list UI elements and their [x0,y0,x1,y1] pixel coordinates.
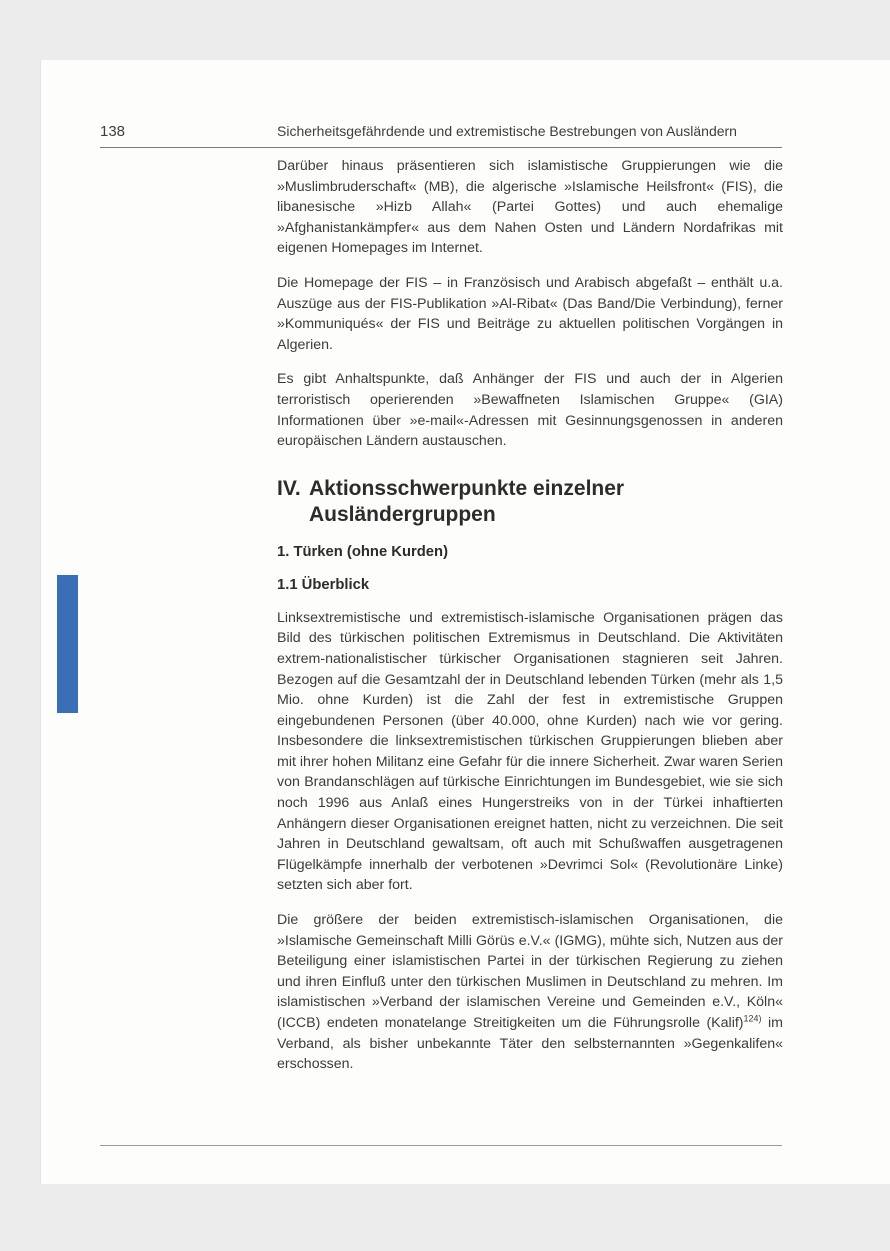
header-rule [100,147,782,148]
paragraph-text: im Verband, als bisher unbekannte Täter den selbsternannten »Gegenkalifen« erschossen. [277,1015,783,1073]
paragraph: Linksextremistische und extremistisch-islamische Organisationen prägen das Bild des türkischen politischen Extremismus in Deutschland. Die Aktivitäten extrem-nationalistischer türkischer Organisationen stagnieren seit Jahren. Bezogen auf die Gesamtzahl der in Deutschland lebenden Türken (mehr als 1,5 Mio. ohne Kurden) ist die Zahl der fest in extremistische Gruppen eingebundenen Personen (über 40.000, ohne Kurden) nach wie vor gering. Insbesondere die linksextremistischen türkischen Gruppierungen blieben aber mit ihrer hohen Militanz eine Gefahr für die innere Sicherheit. Zwar waren Serien von Brandanschlägen auf türkische Einrichtungen im Bundesgebiet, wie sie sich noch 1996 aus Anlaß eines Hungerstreiks von in der Türkei inhaftierten Anhängern dieser Organisationen ereignet hatten, nicht zu verzeichnen. Die seit Jahren in Deutschland gewaltsam, oft auch mit Schußwaffen ausgetragenen Flügelkämpfe innerhalb der verbotenen »Devrimci Sol« (Revolutionäre Linke) setzten sich aber fort. [277,609,783,894]
paragraph-text: Die größere der beiden extremistisch-islamischen Organisationen, die »Islamische Gemeinschaft Milli Görüs e.V.« (IGMG), mühte sich, Nutzen aus der Beteiligung einer islamistischen Partei in der türkischen Regierung zu ziehen und ihren Einfluß unter den türkischen Muslimen in Deutschland zu mehren. Im islamistischen »Verband der islamischen Vereine und Gemeinden e.V., Köln« (ICCB) endeten monatelange Streitigkeiten um die Führungsrolle (Kalif) [277,912,783,1031]
chapter-tab-marker [57,575,78,713]
subsection-heading: 1. Türken (ohne Kurden) [277,543,448,560]
footer-rule [100,1145,782,1146]
section-number: IV. [277,476,301,500]
section-title: Aktionsschwerpunkte einzelner Ausländergruppen [309,476,625,526]
page-number: 138 [100,123,126,140]
paragraph [277,910,783,1075]
running-header: Sicherheitsgefährdende und extremistische Bestrebungen von Ausländern [277,123,737,139]
subsection-heading: 1.1 Überblick [277,576,370,593]
body-text [277,156,783,1089]
paragraph: Die Homepage der FIS – in Französisch und Arabisch abgefaßt – enthält u.a. Auszüge aus der FIS-Publikation »Al-Ribat« (Das Band/Die Verbindung), ferner »Kommuniqués« der FIS und Beiträge zu aktuellen politischen Vorgängen in Algerien. [277,274,783,353]
footnote-reference[interactable]: 124) [743,1013,762,1024]
paragraph: Darüber hinaus präsentieren sich islamistische Gruppierungen wie die »Muslimbruderschaft« (MB), die algerische »Islamische Heilsfront« (FIS), die libanesische »Hizb Allah« (Partei Gottes) und auch ehemalige »Afghanistankämpfer« aus dem Nahen Osten und Ländern Nordafrikas mit eigenen Homepages im Internet. [277,158,783,257]
paragraph: Es gibt Anhaltspunkte, daß Anhänger der FIS und auch der in Algerien terroristisch operierenden »Bewaffneten Islamischen Gruppe« (GIA) Informationen über »e-mail«-Adressen mit Gesinnungsgenossen in anderen europäischen Ländern austauschen. [277,371,783,450]
section-heading [277,476,783,528]
